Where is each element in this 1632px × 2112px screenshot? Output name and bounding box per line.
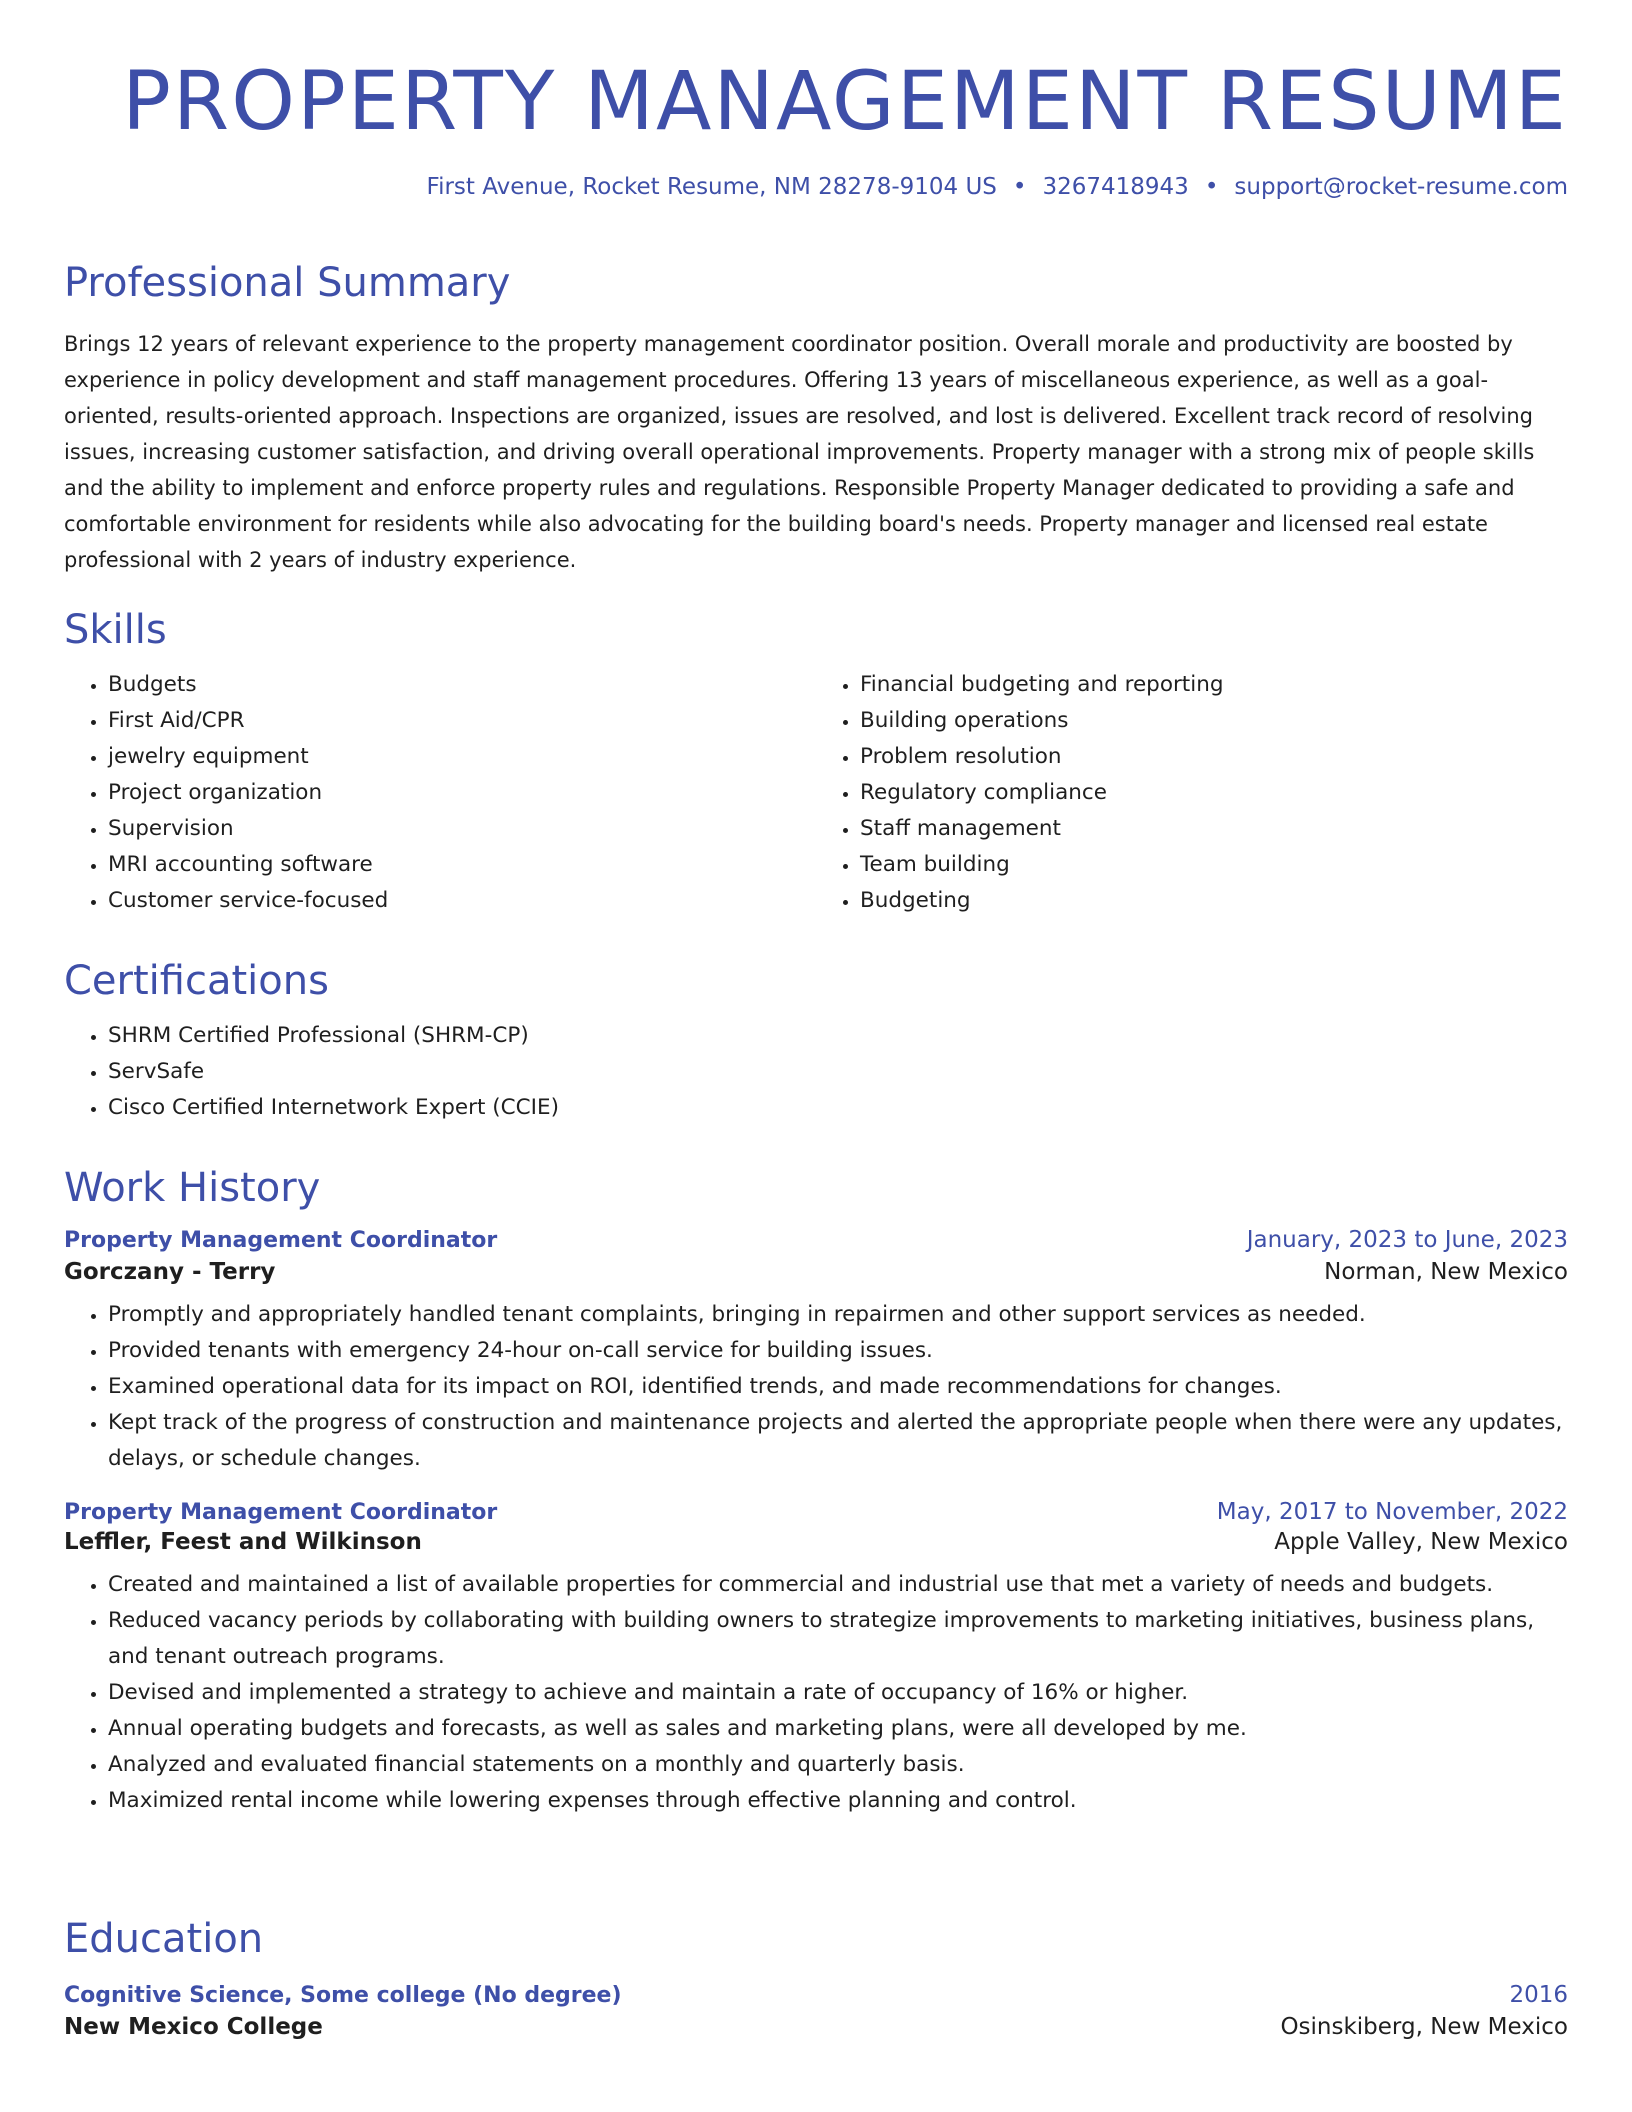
job-dates: January, 2023 to June, 2023	[1246, 1227, 1568, 1253]
certification-item: • ServSafe	[108, 1054, 1568, 1090]
contact-address: First Avenue, Rocket Resume, NM 28278-9104 US	[426, 174, 997, 200]
job-bullet: • Analyzed and evaluated financial statements on a monthly and quarterly basis.	[108, 1747, 1568, 1783]
skill-item: • Staff management	[860, 811, 1568, 847]
skill-item: • Project organization	[108, 775, 816, 811]
job-bullet: • Promptly and appropriately handled tenant complaints, bringing in repairmen and other support services as needed.	[108, 1297, 1568, 1333]
skills-list-left	[64, 667, 816, 919]
summary-heading: Professional Summary	[64, 260, 511, 306]
skill-item: • Team building	[860, 847, 1568, 883]
skill-item: • Supervision	[108, 811, 816, 847]
certifications-list	[64, 1018, 1568, 1126]
contact-separator: •	[1012, 174, 1027, 200]
education-location: Osinskiberg, New Mexico	[1280, 2014, 1568, 2040]
skill-item: • Building operations	[860, 703, 1568, 739]
certification-item: • Cisco Certified Internetwork Expert (CCIE)	[108, 1090, 1568, 1126]
summary-section	[64, 258, 1568, 578]
job-company: Leffler, Feest and Wilkinson	[64, 1529, 422, 1555]
job-subheader	[64, 1529, 1568, 1555]
resume-header	[64, 0, 1568, 200]
job-location: Norman, New Mexico	[1324, 1259, 1568, 1285]
skill-item: • jewelry equipment	[108, 739, 816, 775]
job-bullet: • Examined operational data for its impact on ROI, identified trends, and made recommendations for changes.	[108, 1369, 1568, 1405]
contact-phone: 3267418943	[1042, 174, 1189, 200]
education-header	[64, 1982, 1568, 2008]
skills-columns	[64, 667, 1568, 919]
contact-line	[64, 174, 1568, 200]
education-year: 2016	[1509, 1982, 1568, 2008]
job-bullet: • Reduced vacancy periods by collaborating with building owners to strategize improvements to marketing initiatives, business plans, and tenant outreach programs.	[108, 1603, 1568, 1675]
job-dates: May, 2017 to November, 2022	[1216, 1499, 1568, 1525]
skill-item: • MRI accounting software	[108, 847, 816, 883]
skill-item: • Regulatory compliance	[860, 775, 1568, 811]
resume-title: PROPERTY MANAGEMENT RESUME	[122, 55, 1568, 149]
job-bullet: • Annual operating budgets and forecasts, as well as sales and marketing plans, were all developed by me.	[108, 1711, 1568, 1747]
job-bullet: • Created and maintained a list of available properties for commercial and industrial use that met a variety of needs and budgets.	[108, 1567, 1568, 1603]
certifications-heading: Certifications	[64, 958, 329, 1004]
job-bullet: • Provided tenants with emergency 24-hour on-call service for building issues.	[108, 1333, 1568, 1369]
certification-item: • SHRM Certified Professional (SHRM-CP)	[108, 1018, 1568, 1054]
education-section	[64, 1914, 1568, 2040]
skills-heading: Skills	[64, 607, 167, 653]
contact-separator: •	[1204, 174, 1219, 200]
job-title: Property Management Coordinator	[64, 1228, 498, 1253]
job-header	[64, 1227, 1568, 1253]
job-title: Property Management Coordinator	[64, 1500, 498, 1525]
skill-item: • Budgeting	[860, 883, 1568, 919]
job-header	[64, 1499, 1568, 1525]
job-bullet: • Kept track of the progress of construction and maintenance projects and alerted the appropriate people when there were any updates, delays, or schedule changes.	[108, 1405, 1568, 1477]
job-subheader	[64, 1259, 1568, 1285]
job-entry	[64, 1227, 1568, 1477]
work-history-heading: Work History	[64, 1165, 321, 1211]
education-degree: Cognitive Science, Some college (No degree)	[64, 1983, 622, 2008]
job-location: Apple Valley, New Mexico	[1274, 1529, 1568, 1555]
job-company: Gorczany - Terry	[64, 1259, 276, 1285]
summary-text: Brings 12 years of relevant experience to the property management coordinator position. Overall morale and productivity are boosted by experience in policy development and staff management procedures. Offering 13 years of miscellaneous experience, as well as a goal-oriented, results-oriented approach. Inspections are organized, issues are resolved, and lost is delivered. Excellent track record of resolving issues, increasing customer satisfaction, and driving overall operational improvements. Property manager with a strong mix of people skills and the ability to implement and enforce property rules and regulations. Responsible Property Manager dedicated to providing a safe and comfortable environment for residents while also advocating for the building board's needs. Property manager and licensed real estate professional with 2 years of industry experience.	[64, 332, 1535, 572]
education-heading: Education	[64, 1916, 264, 1962]
skill-item: • Budgets	[108, 667, 816, 703]
skills-list-right	[816, 667, 1568, 919]
skill-item: • First Aid/CPR	[108, 703, 816, 739]
contact-email[interactable]: support@rocket-resume.com	[1234, 174, 1568, 200]
job-bullet: • Maximized rental income while lowering expenses through effective planning and control.	[108, 1783, 1568, 1819]
job-entry	[64, 1499, 1568, 1819]
skill-item: • Customer service-focused	[108, 883, 816, 919]
job-bullets	[64, 1297, 1568, 1477]
skill-item: • Financial budgeting and reporting	[860, 667, 1568, 703]
skill-item: • Problem resolution	[860, 739, 1568, 775]
work-history-section	[64, 1163, 1568, 1819]
job-bullet: • Devised and implemented a strategy to achieve and maintain a rate of occupancy of 16% or higher.	[108, 1675, 1568, 1711]
skills-section	[64, 605, 1568, 919]
certifications-section	[64, 956, 1568, 1126]
job-bullets	[64, 1567, 1568, 1819]
education-school: New Mexico College	[64, 2014, 323, 2040]
education-subheader	[64, 2014, 1568, 2040]
